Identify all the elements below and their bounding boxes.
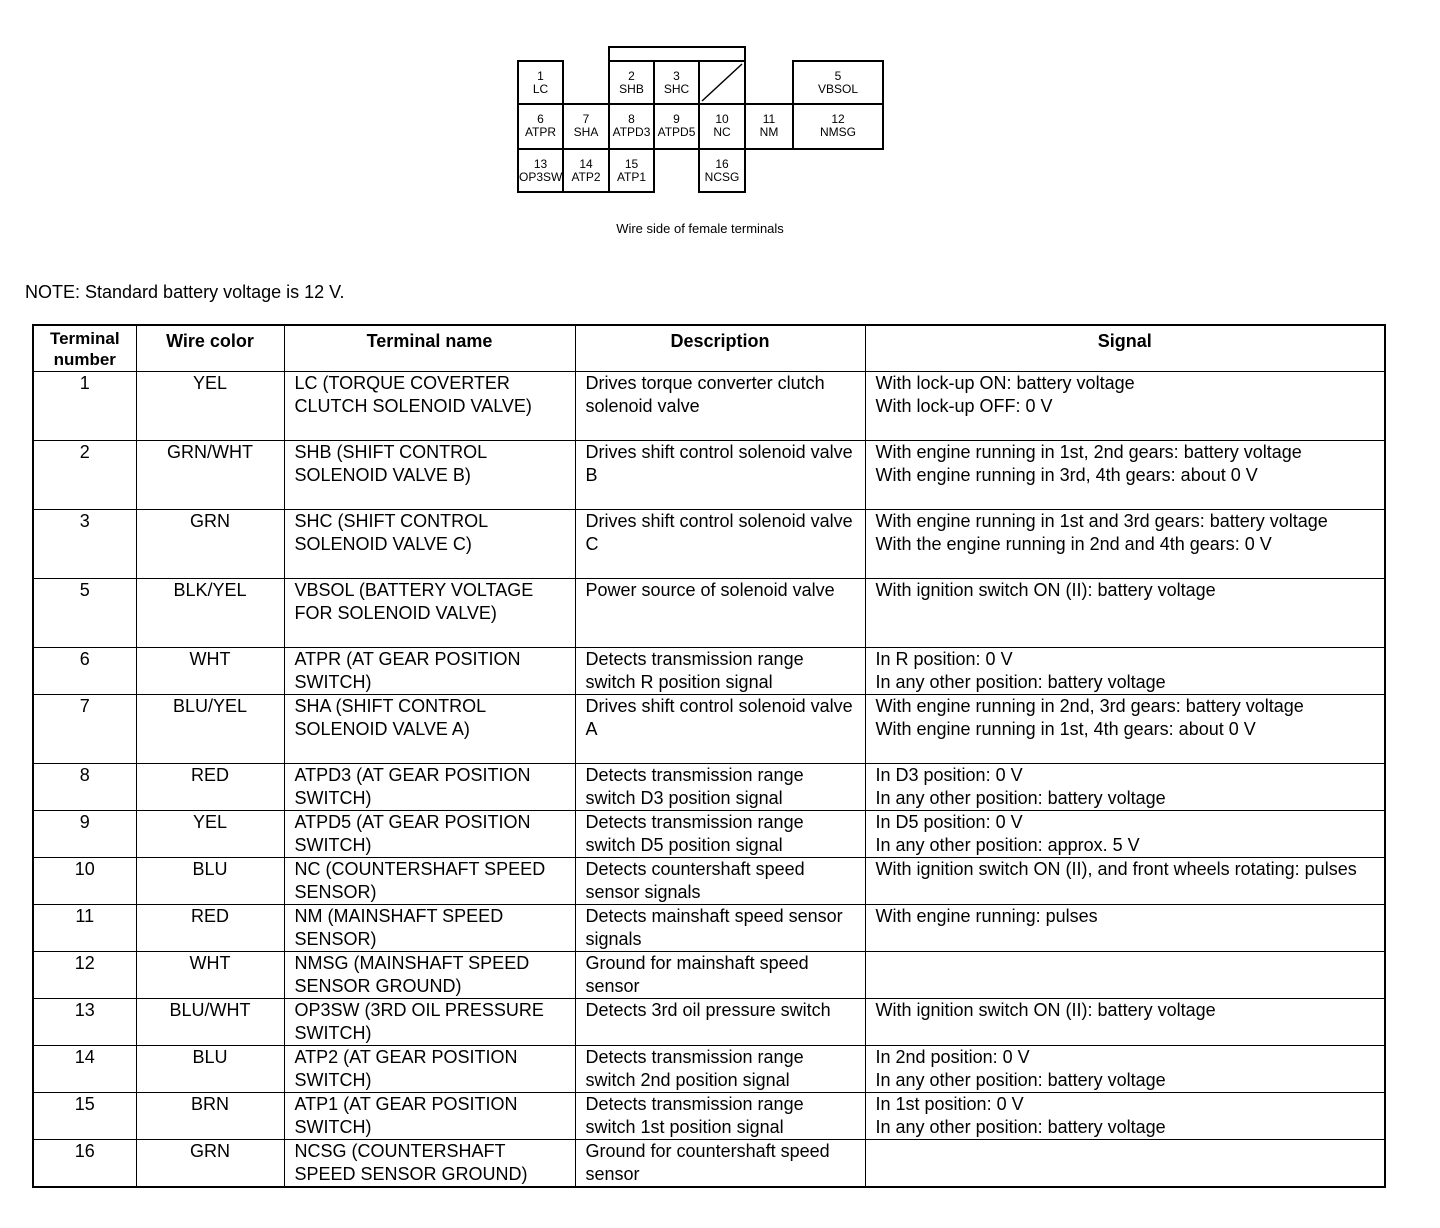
cell-description: Detects mainshaft speed sensor signals [575,904,865,951]
signal-line: With engine running in 1st and 3rd gears: battery voltage [875,510,1328,531]
cell-description: Ground for countershaft speed sensor [575,1139,865,1187]
cell-terminal-number: 9 [33,810,136,857]
connector-terminal-15 [608,148,655,193]
table-row [33,694,1385,763]
cell-signal [865,578,1385,647]
terminal-label: VBSOL [817,82,859,96]
cell-wire-color: GRN [136,509,284,578]
cell-wire-color: WHT [136,951,284,998]
cell-wire-color: BLU/YEL [136,694,284,763]
signal-line: In any other position: battery voltage [875,787,1166,808]
terminal-label: ATP1 [616,170,647,184]
terminal-number: 9 [673,112,680,126]
terminal-number: 5 [834,69,842,83]
terminal-number: 3 [673,69,680,83]
cell-description: Power source of solenoid valve [575,578,865,647]
cell-wire-color: BRN [136,1092,284,1139]
connector-terminal-3 [653,60,700,105]
table-row [33,1045,1385,1092]
terminal-number: 13 [533,157,548,171]
connector-terminal-12 [792,103,884,150]
cell-wire-color: BLU [136,1045,284,1092]
signal-line: With engine running in 1st, 4th gears: about 0 V [875,718,1256,739]
terminal-label: ATPR [524,125,557,139]
connector-terminal-10 [698,103,746,150]
table-row [33,647,1385,694]
cell-signal [865,694,1385,763]
signal-line: With engine running: pulses [875,905,1098,926]
signal-line: With lock-up OFF: 0 V [875,395,1053,416]
header-terminal-name: Terminal name [284,325,575,371]
connector-terminal-7 [562,103,610,150]
cell-terminal-number: 11 [33,904,136,951]
table-body [33,371,1385,1187]
cell-terminal-number: 14 [33,1045,136,1092]
terminal-label: ATP2 [571,170,601,184]
signal-line: In 1st position: 0 V [875,1093,1024,1114]
table-row [33,371,1385,440]
cell-signal [865,951,1385,998]
cell-signal [865,509,1385,578]
signal-line: With ignition switch ON (II), and front wheels rotating: pulses [875,858,1357,879]
connector-terminal-4-blank [698,60,746,105]
cell-signal [865,440,1385,509]
connector-terminal-6 [517,103,564,150]
cell-signal [865,998,1385,1045]
signal-line: With engine running in 1st, 2nd gears: battery voltage [875,441,1302,462]
cell-wire-color: BLK/YEL [136,578,284,647]
cell-signal [865,904,1385,951]
cell-signal [865,810,1385,857]
cell-terminal-name: OP3SW (3RD OIL PRESSURE SWITCH) [284,998,575,1045]
battery-voltage-note: NOTE: Standard battery voltage is 12 V. [25,282,345,302]
terminal-number: 15 [624,157,639,171]
cell-wire-color: GRN [136,1139,284,1187]
table-row [33,1092,1385,1139]
blank-terminal-slash [700,62,744,103]
connector-terminal-2 [608,60,655,105]
terminal-label: NCSG [704,170,740,184]
connector-diagram [0,0,1440,260]
terminal-table [32,324,1386,1188]
terminal-number: 11 [762,112,776,126]
cell-description: Detects transmission range switch D3 position signal [575,763,865,810]
signal-line: In any other position: approx. 5 V [875,834,1140,855]
signal-line: With engine running in 2nd, 3rd gears: battery voltage [875,695,1304,716]
cell-terminal-number: 3 [33,509,136,578]
cell-description: Ground for mainshaft speed sensor [575,951,865,998]
cell-terminal-name: ATPD3 (AT GEAR POSITION SWITCH) [284,763,575,810]
table-row [33,810,1385,857]
terminal-label: SHB [619,82,644,96]
cell-terminal-name: ATP1 (AT GEAR POSITION SWITCH) [284,1092,575,1139]
table-row [33,951,1385,998]
terminal-label: OP3SW [519,170,563,184]
terminal-label: ATPD3 [612,125,651,139]
cell-terminal-number: 6 [33,647,136,694]
signal-line: With ignition switch ON (II): battery voltage [875,999,1216,1020]
cell-terminal-name: SHA (SHIFT CONTROL SOLENOID VALVE A) [284,694,575,763]
terminal-label: SHC [663,82,690,96]
signal-line: With lock-up ON: battery voltage [875,372,1135,393]
signal-line: With the engine running in 2nd and 4th gears: 0 V [875,533,1272,554]
signal-line: With engine running in 3rd, 4th gears: about 0 V [875,464,1258,485]
terminal-number: 1 [537,69,544,83]
table-row [33,440,1385,509]
cell-terminal-name: NM (MAINSHAFT SPEED SENSOR) [284,904,575,951]
cell-description: Drives shift control solenoid valve A [575,694,865,763]
cell-description: Detects transmission range switch D5 position signal [575,810,865,857]
connector-caption: Wire side of female terminals [616,221,784,236]
cell-wire-color: BLU [136,857,284,904]
connector-terminal-9 [653,103,700,150]
cell-terminal-name: NC (COUNTERSHAFT SPEED SENSOR) [284,857,575,904]
signal-line: In any other position: battery voltage [875,1069,1166,1090]
terminal-label: SHA [573,125,599,139]
table-row [33,998,1385,1045]
signal-line: In D5 position: 0 V [875,811,1023,832]
terminal-number: 8 [628,112,635,126]
cell-wire-color: BLU/WHT [136,998,284,1045]
cell-terminal-number: 16 [33,1139,136,1187]
cell-terminal-name: LC (TORQUE COVERTER CLUTCH SOLENOID VALVE) [284,371,575,440]
cell-signal [865,647,1385,694]
cell-terminal-number: 7 [33,694,136,763]
cell-wire-color: RED [136,763,284,810]
cell-wire-color: YEL [136,810,284,857]
connector-terminal-14 [562,148,610,193]
connector-terminal-11 [744,103,794,150]
signal-line: In D3 position: 0 V [875,764,1023,785]
cell-description: Detects transmission range switch 2nd position signal [575,1045,865,1092]
cell-terminal-name: ATPD5 (AT GEAR POSITION SWITCH) [284,810,575,857]
terminal-number: 10 [715,112,729,126]
cell-terminal-number: 5 [33,578,136,647]
table-row [33,857,1385,904]
cell-description: Detects transmission range switch 1st position signal [575,1092,865,1139]
table-row [33,578,1385,647]
signal-line: In any other position: battery voltage [875,671,1166,692]
table-row [33,1139,1385,1187]
cell-terminal-name: ATP2 (AT GEAR POSITION SWITCH) [284,1045,575,1092]
cell-terminal-name: ATPR (AT GEAR POSITION SWITCH) [284,647,575,694]
terminal-number: 12 [831,112,845,126]
terminal-label: NM [759,125,779,139]
table-row [33,763,1385,810]
cell-signal [865,857,1385,904]
cell-wire-color: YEL [136,371,284,440]
cell-description: Detects countershaft speed sensor signals [575,857,865,904]
header-wire-color: Wire color [136,325,284,371]
header-signal: Signal [865,325,1385,371]
cell-description: Detects transmission range switch R position signal [575,647,865,694]
terminal-number: 6 [537,112,544,126]
terminal-number: 16 [715,157,729,171]
signal-line: In any other position: battery voltage [875,1116,1166,1137]
connector-terminal-5 [792,60,884,105]
connector-terminal-8 [608,103,655,150]
table-row [33,904,1385,951]
signal-line: In 2nd position: 0 V [875,1046,1030,1067]
connector-terminal-1 [517,60,564,105]
cell-signal [865,763,1385,810]
cell-signal [865,1092,1385,1139]
cell-description: Detects 3rd oil pressure switch [575,998,865,1045]
terminal-number: 2 [628,69,635,83]
cell-terminal-number: 12 [33,951,136,998]
cell-description: Drives shift control solenoid valve C [575,509,865,578]
cell-terminal-number: 2 [33,440,136,509]
table-row [33,509,1385,578]
cell-terminal-name: SHB (SHIFT CONTROL SOLENOID VALVE B) [284,440,575,509]
signal-line: In R position: 0 V [875,648,1013,669]
terminal-label: LC [532,82,549,96]
cell-signal [865,1139,1385,1187]
terminal-label: NMSG [820,125,856,139]
cell-terminal-number: 10 [33,857,136,904]
terminal-label: ATPD5 [657,125,696,139]
cell-signal [865,1045,1385,1092]
connector-terminal-16 [698,148,746,193]
terminal-number: 14 [579,157,593,171]
cell-description: Drives torque converter clutch solenoid valve [575,371,865,440]
cell-wire-color: RED [136,904,284,951]
terminal-label: NC [713,125,731,139]
cell-terminal-name: NCSG (COUNTERSHAFT SPEED SENSOR GROUND) [284,1139,575,1187]
header-terminal-number: Terminal number [33,325,136,371]
terminal-number: 7 [582,112,590,126]
cell-signal [865,371,1385,440]
cell-terminal-number: 15 [33,1092,136,1139]
cell-terminal-name: VBSOL (BATTERY VOLTAGE FOR SOLENOID VALVE) [284,578,575,647]
cell-terminal-number: 1 [33,371,136,440]
header-description: Description [575,325,865,371]
cell-terminal-name: SHC (SHIFT CONTROL SOLENOID VALVE C) [284,509,575,578]
cell-wire-color: WHT [136,647,284,694]
table-header-row [33,325,1385,371]
cell-terminal-number: 13 [33,998,136,1045]
cell-terminal-number: 8 [33,763,136,810]
connector-terminal-13 [517,148,564,193]
cell-terminal-name: NMSG (MAINSHAFT SPEED SENSOR GROUND) [284,951,575,998]
cell-description: Drives shift control solenoid valve B [575,440,865,509]
cell-wire-color: GRN/WHT [136,440,284,509]
signal-line: With ignition switch ON (II): battery voltage [875,579,1216,600]
